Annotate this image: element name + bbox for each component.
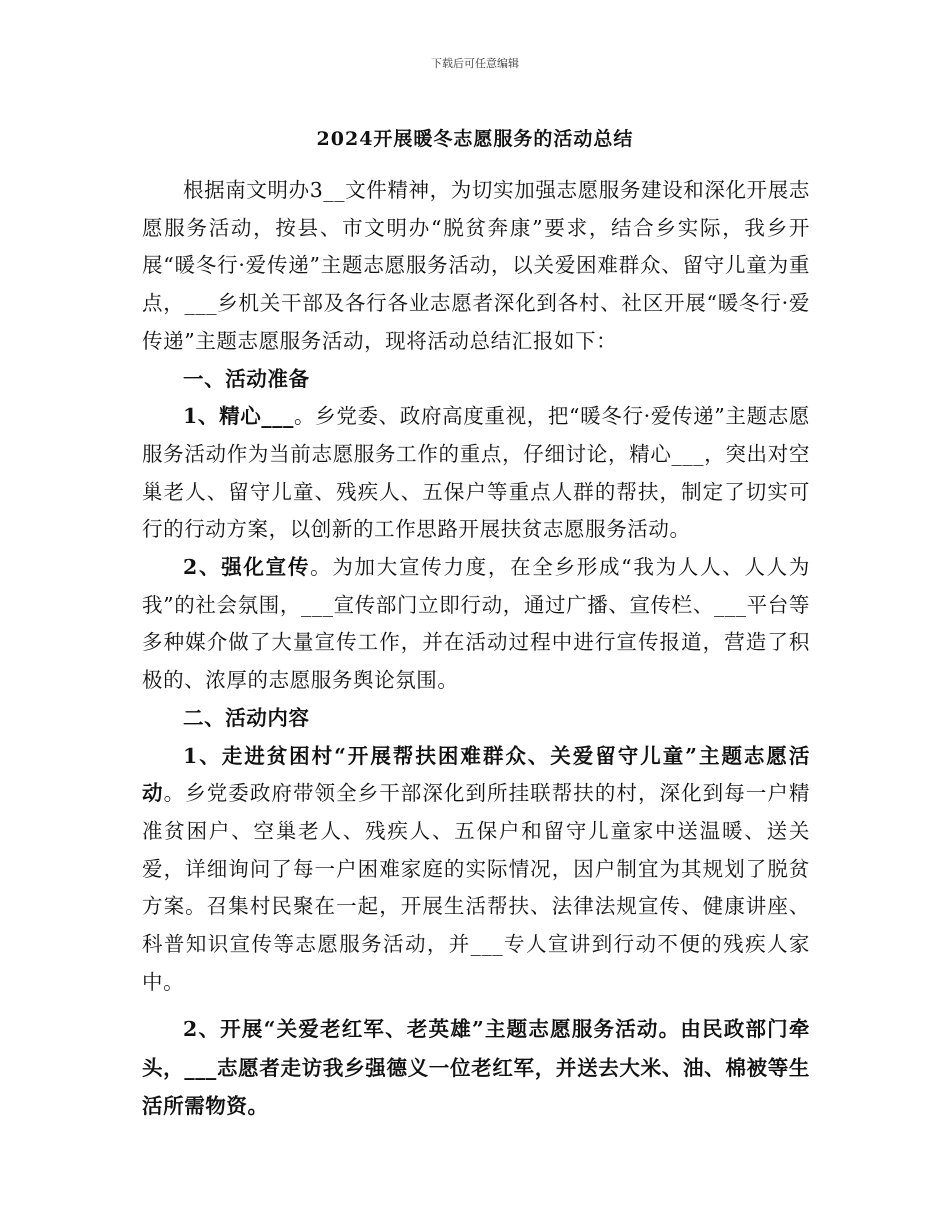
section-2-item-1 <box>142 738 810 1002</box>
intro-paragraph: 根据南文明办3__文件精神，为切实加强志愿服务建设和深化开展志愿服务活动，按县、市文明办“脱贫奔康”要求，结合乡实际，我乡开展“暖冬行·爱传递”主题志愿服务活动，以关爱困难群众、留守儿童为重点，___乡机关干部及各行各业志愿者深化到各村、社区开展“暖冬行·爱传递”主题志愿服务活动，现将活动总结汇报如下： <box>142 178 810 353</box>
header-note: 下载后可任意编辑 <box>431 57 519 70</box>
section-2-heading: 二、活动内容 <box>183 705 310 730</box>
section-2-item-2: 2、开展“关爱老红军、老英雄”主题志愿服务活动。由民政部门牵头，___志愿者走访我乡强德义一位老红军，并送去大米、油、棉被等生活所需物资。 <box>142 1017 810 1119</box>
section-1-heading: 一、活动准备 <box>183 366 310 391</box>
section-1-item-2-lead: 2、强化宣传 <box>183 555 311 580</box>
section-1-item-1 <box>142 398 810 549</box>
section-1-item-2-text: 。为加大宣传力度，在全乡形成“我为人人、人人为我”的社会氛围，___宣传部门立即行动，通过广播、宣传栏、___平台等多种媒介做了大量宣传工作，并在活动过程中进行宣传报道，营造了积极的、浓厚的志愿服务舆论氛围。 <box>142 555 810 693</box>
section-1-item-1-text: 。乡党委、政府高度重视，把“暖冬行·爱传递”主题志愿服务活动作为当前志愿服务工作的重点，仔细讨论，精心___，突出对空巢老人、留守儿童、残疾人、五保户等重点人群的帮扶，制定了切实可行的行动方案，以创新的工作思路开展扶贫志愿服务活动。 <box>142 404 811 542</box>
section-1-item-2 <box>142 549 810 700</box>
section-1-item-1-lead: 1、精心___ <box>183 404 294 429</box>
section-2-item-1-text: 。乡党委政府带领全乡干部深化到所挂联帮扶的村，深化到每一户精准贫困户、空巢老人、残疾人、五保户和留守儿童家中送温暖、送关爱，详细询问了每一户困难家庭的实际情况，因户制宜为其规划了脱贫方案。召集村民聚在一起，开展生活帮扶、法律法规宣传、健康讲座、科普知识宣传等志愿服务活动，并___专人宣讲到行动不便的残疾人家中。 <box>142 781 811 994</box>
document-title: 2024开展暖冬志愿服务的活动总结 <box>316 128 634 150</box>
document-body <box>142 172 810 1126</box>
section-2-item-1-lead: 1、走进贫困村“开展帮扶困难群众、关爱留守儿童”主题志愿活动 <box>142 743 810 806</box>
